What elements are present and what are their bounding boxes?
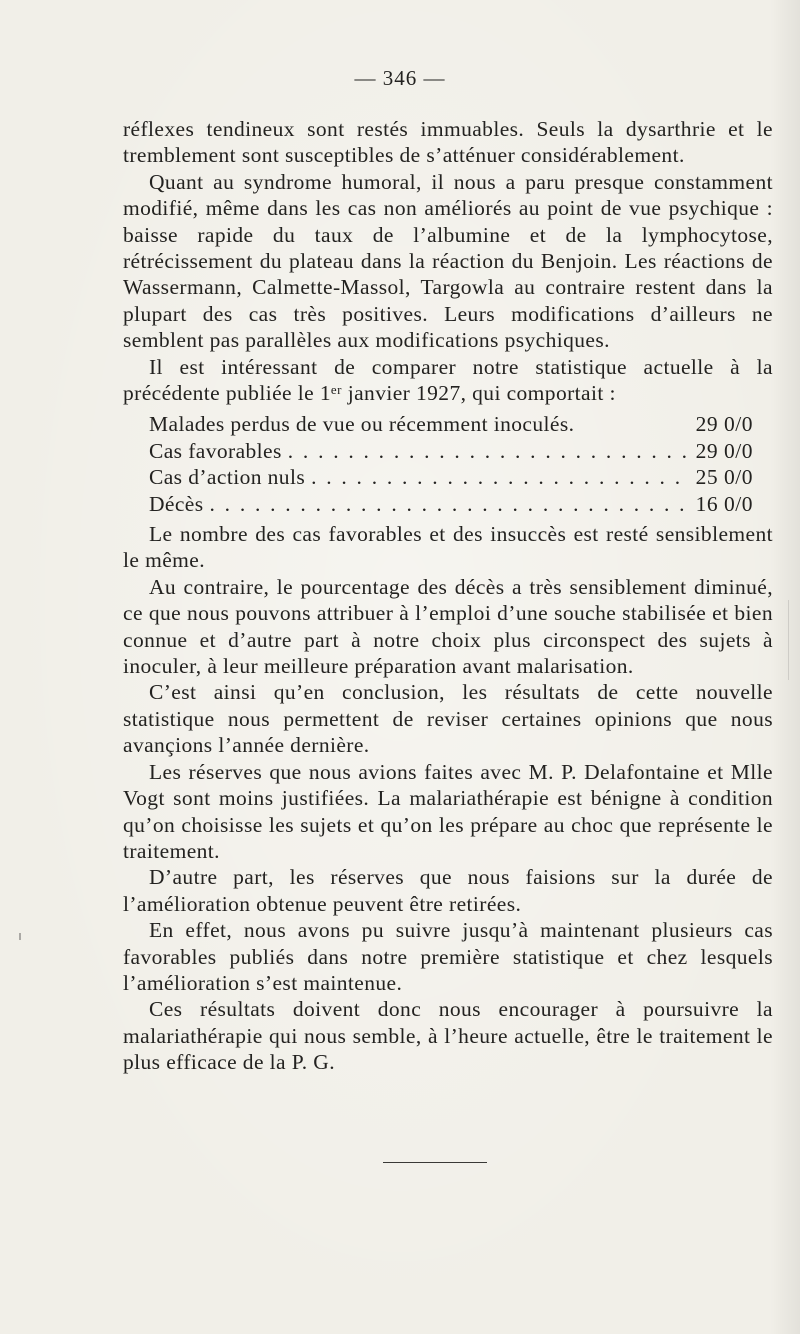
- paragraph: C’est ainsi qu’en conclusion, les résultats de cette nouvelle statistique nous permettent de reviser certaines opinions que nous avançions l’année dernière.: [123, 680, 773, 758]
- statistics-row: [149, 438, 753, 464]
- statistics-label: Décès: [149, 491, 204, 516]
- leader-dots: [210, 491, 690, 517]
- statistics-row: [149, 491, 753, 517]
- body-text: [123, 116, 773, 1076]
- statistics-row: [149, 411, 753, 437]
- paragraph: Quant au syndrome humoral, il nous a paru presque constamment modifié, même dans les cas non améliorés au point de vue psychique : baisse rapide du taux de l’albumine et de la lymphocytose, rétrécissement du plateau dans la réaction du Benjoin. Les réactions de Wassermann, Calmette-Massol, Targowla au contraire restent dans la plupart des cas très positives. Leurs modifications d’ailleurs ne semblent pas parallèles aux modifications psychiques.: [123, 169, 773, 353]
- statistics-label: Cas d’action nuls: [149, 465, 306, 490]
- statistics-value: 25 0/0: [695, 465, 753, 490]
- leader-dots: [311, 464, 690, 490]
- paragraph: Au contraire, le pourcentage des décès a très sensiblement diminué, ce que nous pouvons attribuer à l’emploi d’une souche stabilisée et bien connue et d’autre part à notre choix plus circonspect des sujets à inoculer, à leur meilleure préparation avant malarisation.: [123, 574, 773, 679]
- paragraph: Les réserves que nous avions faites avec M. P. Delafontaine et Mlle Vogt sont moins justifiées. La malariathérapie est bénigne à condition qu’on choisisse les sujets et qu’on les prépare au choc que représente le traitement.: [123, 759, 773, 863]
- paragraph: Ces résultats doivent donc nous encourager à poursuivre la malariathérapie qui nous semble, à l’heure actuelle, être le traitement le plus efficace de la P. G.: [123, 997, 773, 1075]
- statistics-value: 29 0/0: [695, 438, 753, 463]
- paragraph: D’autre part, les réserves que nous faisions sur la durée de l’amélioration obtenue peuvent être retirées.: [123, 865, 773, 916]
- statistics-label: Cas favorables: [149, 438, 282, 463]
- scan-shadow: [788, 600, 789, 680]
- statistics-row: [149, 464, 753, 490]
- paragraph: En effet, nous avons pu suivre jusqu’à maintenant plusieurs cas favorables publiés dans notre première statistique et chez lesquels l’amélioration s’est maintenue.: [123, 918, 773, 995]
- end-rule: [383, 1162, 487, 1163]
- paragraph: Il est intéressant de comparer notre statistique actuelle à la précédente publiée le 1ᵉʳ janvier 1927, qui comportait :: [123, 354, 773, 406]
- statistics-table: [149, 411, 753, 517]
- statistics-label: Malades perdus de vue ou récemment inoculés.: [149, 412, 575, 437]
- statistics-value: 16 0/0: [695, 491, 753, 516]
- page-number: — 346 —: [354, 66, 446, 90]
- paragraph: réflexes tendineux sont restés immuables. Seuls la dysarthrie et le tremblement sont susceptibles de s’atténuer considérablement.: [123, 117, 773, 168]
- scan-speck: [19, 933, 21, 940]
- statistics-value: 29 0/0: [695, 412, 753, 437]
- leader-dots: [288, 438, 690, 464]
- paragraph: Le nombre des cas favorables et des insuccès est resté sensiblement le même.: [123, 522, 773, 573]
